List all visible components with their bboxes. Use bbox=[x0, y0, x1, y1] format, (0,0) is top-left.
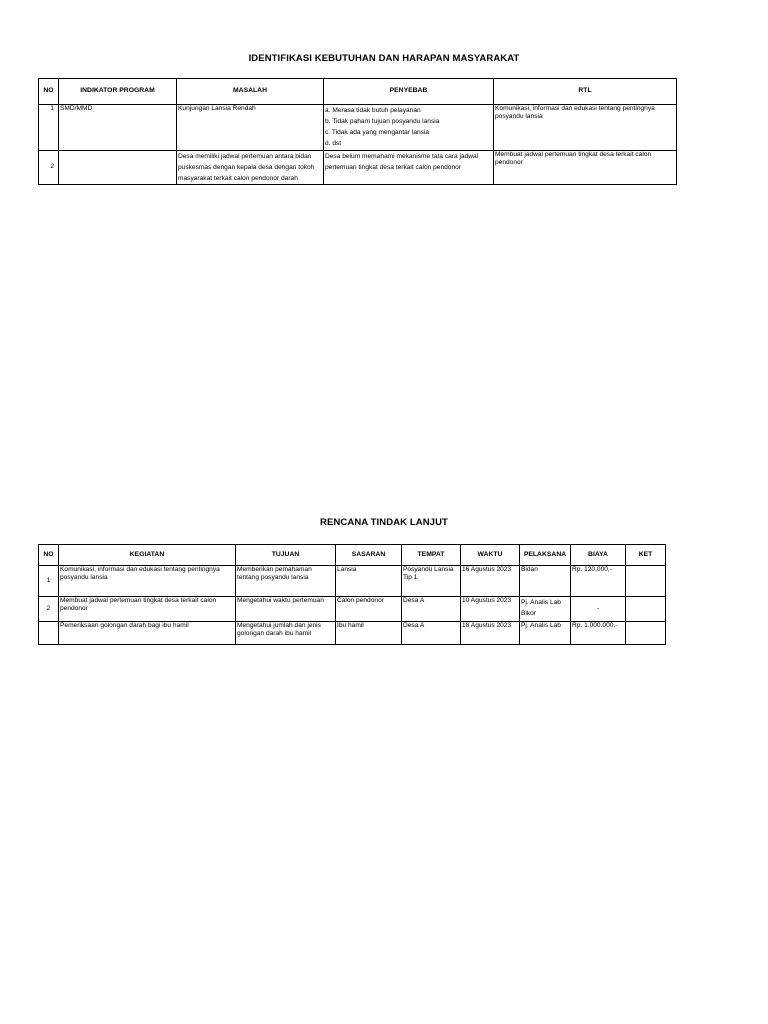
row-tujuan: Memberikan pemahaman tentang posyandu lansia bbox=[236, 566, 336, 597]
row-penyebab bbox=[324, 151, 494, 185]
row-tujuan: Mengetahui waktu pertemuan bbox=[236, 597, 336, 622]
header-penyebab: PENYEBAB bbox=[324, 79, 494, 105]
row-kegiatan: Pemeriksaan golongan darah bagi ibu hamil bbox=[59, 622, 236, 645]
row-no: 2 bbox=[39, 151, 59, 185]
row-penyebab bbox=[324, 105, 494, 151]
row-pelaksana bbox=[520, 597, 571, 622]
penyebab-line: d. dst bbox=[325, 140, 342, 147]
masalah-line: puskesmas dengan kepala desa dengan tokoh bbox=[178, 164, 315, 171]
row-indikator: SMD/MMD bbox=[59, 105, 177, 151]
row-waktu: 18 Agustus 2023 bbox=[461, 622, 520, 645]
row-pelaksana: Pj. Analis Lab bbox=[520, 622, 571, 645]
table-row bbox=[39, 622, 666, 645]
header-ket: KET bbox=[626, 545, 666, 566]
rtl-plan-table bbox=[38, 544, 666, 645]
row-indikator bbox=[59, 151, 177, 185]
row-tempat: Posyandu Lansia Tip 1 bbox=[402, 566, 461, 597]
pelaksana-line: Bikor bbox=[521, 610, 537, 617]
row-masalah: Kunjungan Lansia Rendah bbox=[177, 105, 324, 151]
table-row bbox=[39, 566, 666, 597]
row-waktu: 16 Agustus 2023 bbox=[461, 566, 520, 597]
header-indikator: INDIKATOR PROGRAM bbox=[59, 79, 177, 105]
table-row bbox=[39, 597, 666, 622]
row-no: 1 bbox=[39, 566, 59, 597]
row-sasaran: Lansia bbox=[336, 566, 402, 597]
masalah-line: masyarakat terkait calon pendonor darah bbox=[178, 175, 298, 182]
row-ket bbox=[626, 566, 666, 597]
penyebab-line: b. Tidak paham tujuan posyandu lansia bbox=[325, 118, 440, 125]
row-no: 1 bbox=[39, 105, 59, 151]
row-tujuan: Mengetahui jumlah dan jenis golongan darah ibu hamil bbox=[236, 622, 336, 645]
header-kegiatan: KEGIATAN bbox=[59, 545, 236, 566]
penyebab-line: a. Merasa tidak butuh pelayanan bbox=[325, 107, 421, 114]
identifikasi-table bbox=[38, 78, 677, 185]
header-biaya: BIAYA bbox=[571, 545, 626, 566]
row-sasaran: Ibu hamil bbox=[336, 622, 402, 645]
header-pelaksana: PELAKSANA bbox=[520, 545, 571, 566]
row-biaya: Rp. 1.000.000,- bbox=[571, 622, 626, 645]
masalah-line: Desa memiliki jadwal pertemuan antara bidan bbox=[178, 153, 312, 160]
row-rtl: Membuat jadwal pertemuan tingkat desa terkait calon pendonor bbox=[494, 151, 677, 185]
row-tempat: Desa A bbox=[402, 622, 461, 645]
header-masalah: MASALAH bbox=[177, 79, 324, 105]
identifikasi-header-row bbox=[39, 79, 677, 105]
rtl-plan-header-row bbox=[39, 545, 666, 566]
row-kegiatan: Komunikasi, informasi dan edukasi tentang pentingnya posyandu lansia bbox=[59, 566, 236, 597]
pelaksana-line: Pj. Analis Lab bbox=[521, 599, 561, 606]
rtl-plan-title: RENCANA TINDAK LANJUT bbox=[320, 517, 448, 528]
row-ket bbox=[626, 597, 666, 622]
row-pelaksana: Bidan bbox=[520, 566, 571, 597]
row-biaya: - bbox=[571, 597, 626, 622]
row-waktu: 10 Agustus 2023 bbox=[461, 597, 520, 622]
header-sasaran: SASARAN bbox=[336, 545, 402, 566]
identifikasi-title: IDENTIFIKASI KEBUTUHAN DAN HARAPAN MASYARAKAT bbox=[248, 53, 520, 64]
row-ket bbox=[626, 622, 666, 645]
header-tujuan: TUJUAN bbox=[236, 545, 336, 566]
penyebab-line: pertemuan tingkat desa terkait calon pendonor bbox=[325, 164, 461, 171]
header-no: NO bbox=[39, 545, 59, 566]
penyebab-line: c. Tidak ada yang mengantar lansia bbox=[325, 129, 430, 136]
row-masalah bbox=[177, 151, 324, 185]
row-tempat: Desa A bbox=[402, 597, 461, 622]
header-rtl: RTL bbox=[494, 79, 677, 105]
row-kegiatan: Membuat jadwal pertemuan tingkat desa terkait calon pendonor bbox=[59, 597, 236, 622]
row-rtl: Komunikasi, informasi dan edukasi tentang pentingnya posyandu lansia bbox=[494, 105, 677, 151]
row-sasaran: Calon pendonor bbox=[336, 597, 402, 622]
header-no: NO bbox=[39, 79, 59, 105]
row-no: 2 bbox=[39, 597, 59, 622]
header-tempat: TEMPAT bbox=[402, 545, 461, 566]
table-row bbox=[39, 151, 677, 185]
row-biaya: Rp. 120,000,- bbox=[571, 566, 626, 597]
row-no bbox=[39, 622, 59, 645]
table-row bbox=[39, 105, 677, 151]
header-waktu: WAKTU bbox=[461, 545, 520, 566]
penyebab-line: Desa belum memahami mekanisme tata cara jadwal bbox=[325, 153, 479, 160]
